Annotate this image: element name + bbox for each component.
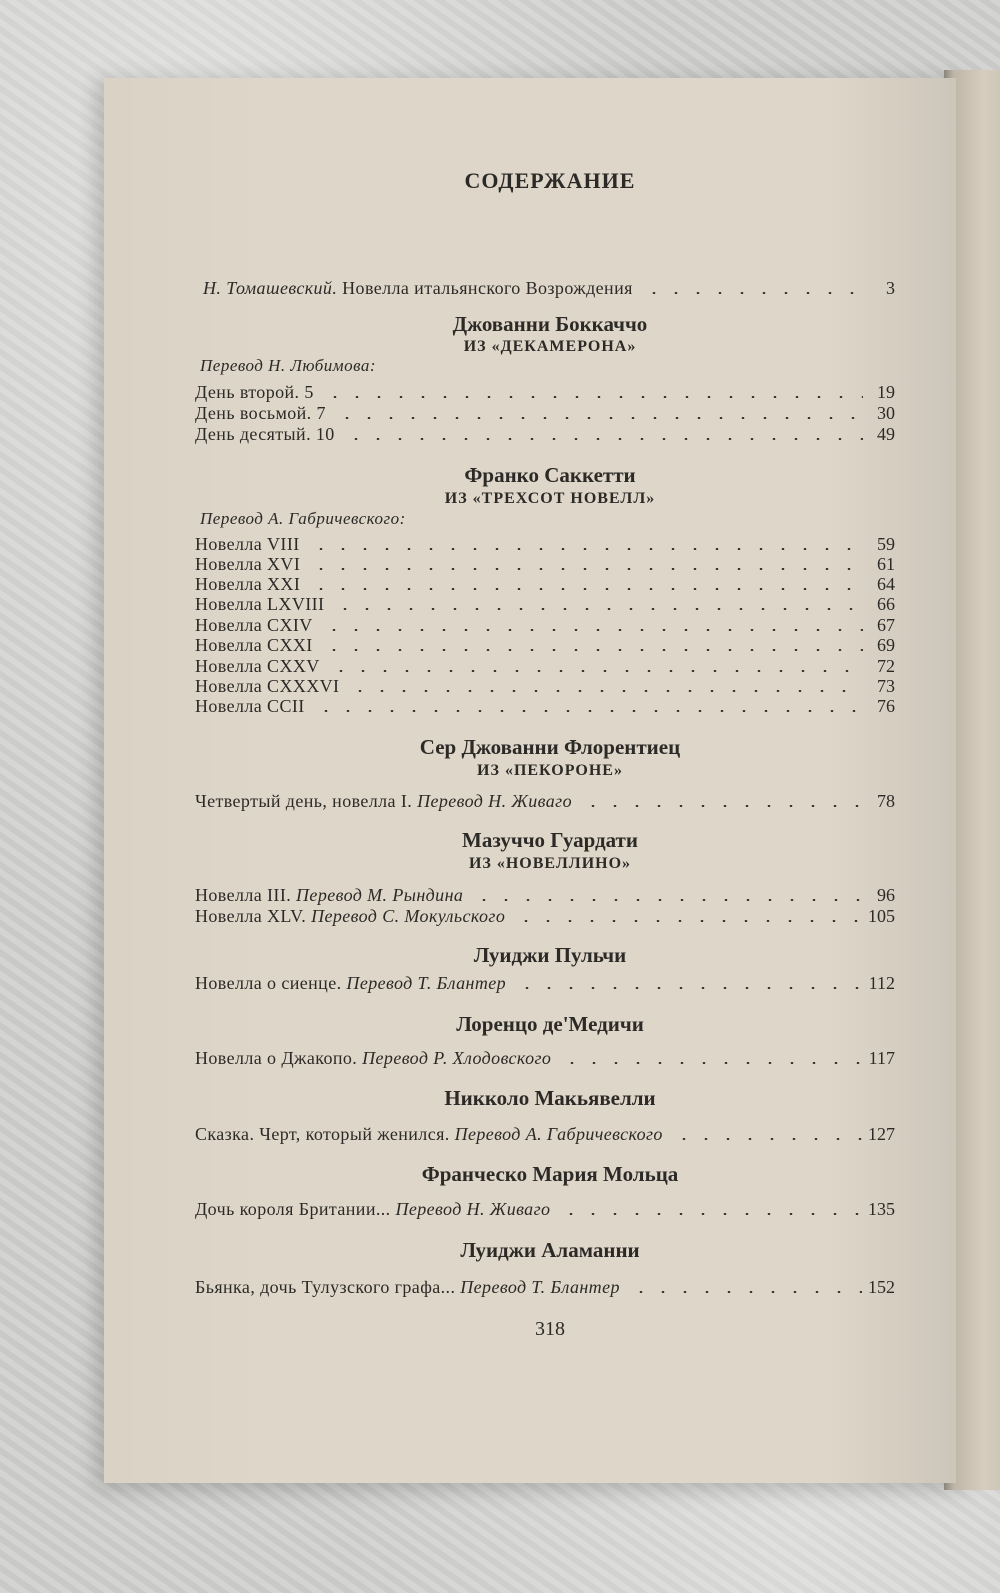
entry-translator: Перевод С. Мокульского [311, 906, 506, 926]
dot-leader [515, 920, 862, 922]
entry-title: Бьянка, дочь Тулузского графа... [195, 1277, 456, 1297]
section-author: Джованни Боккаччо [452, 312, 648, 336]
list-item [195, 402, 895, 424]
section-collection: ИЗ «ТРЕХСОТ НОВЕЛЛ» [444, 490, 656, 507]
section-translator: Перевод А. Габричевского: [200, 509, 406, 528]
dot-leader [323, 629, 863, 631]
dot-leader [473, 899, 863, 901]
entry-translator: Перевод Т. Блантер [460, 1277, 620, 1297]
section-author: Лоренцо де'Медичи [456, 1012, 644, 1036]
list-item [195, 381, 895, 403]
entry-title: Новелла VIII [195, 534, 300, 554]
page-number: 127 [868, 1124, 895, 1144]
section-collection: ИЗ «НОВЕЛЛИНО» [468, 855, 632, 872]
entry-title: Сказка. Черт, который женился. [195, 1124, 450, 1144]
list-item [195, 423, 895, 445]
entry-title: Новелла LXVIII [195, 594, 325, 614]
dot-leader [630, 1291, 862, 1293]
dot-leader [336, 417, 863, 419]
entry-title: Новелла XLV. [195, 906, 307, 926]
entry-title: Новелла о сиенце. [195, 973, 342, 993]
dot-leader [582, 805, 863, 807]
page-number: 135 [868, 1199, 895, 1219]
dot-leader [315, 710, 863, 712]
page-number: 72 [877, 656, 895, 676]
entry-title: День десятый. 10 [195, 424, 335, 444]
entry-author: Н. Томашевский. [203, 278, 338, 298]
list-item [195, 553, 895, 575]
page-folio-number: 318 [535, 1318, 565, 1340]
entry-title: Новелла итальянского Возрождения [342, 278, 633, 298]
dot-leader [643, 292, 863, 294]
page-number: 64 [877, 574, 895, 594]
entry-title: Новелла CCII [195, 696, 305, 716]
entry-translator: Перевод Т. Блантер [346, 973, 507, 993]
section-author: Мазуччо Гуардати [462, 828, 638, 852]
entry-title: Дочь короля Британии... [195, 1199, 391, 1219]
list-item [195, 634, 895, 656]
dot-leader [323, 649, 863, 651]
list-item [195, 593, 895, 615]
page-number: 61 [877, 554, 895, 574]
dot-leader [310, 548, 863, 550]
entry-title: День второй. 5 [195, 382, 314, 402]
page-title: СОДЕРЖАНИЕ [464, 168, 636, 193]
dot-leader [349, 690, 863, 692]
dot-leader [345, 438, 863, 440]
list-item [195, 614, 895, 636]
dot-leader [673, 1138, 862, 1140]
dot-leader [516, 987, 863, 989]
entry-title: Новелла CXXXVI [195, 676, 340, 696]
list-item [203, 277, 895, 299]
dot-leader [324, 396, 863, 398]
entry-title: Новелла о Джакопо. [195, 1048, 358, 1068]
section-author: Луиджи Аламанни [460, 1238, 640, 1262]
page-number: 49 [877, 424, 895, 444]
list-item [195, 884, 895, 906]
page-number: 117 [868, 1048, 895, 1068]
page-number: 78 [877, 791, 895, 811]
list-item [195, 972, 895, 994]
list-item [195, 1123, 895, 1145]
page-number: 152 [868, 1277, 895, 1297]
page-number: 76 [877, 696, 895, 716]
section-author: Сер Джованни Флорентиец [419, 735, 681, 759]
section-author: Франческо Мария Мольца [421, 1162, 679, 1186]
section-translator: Перевод Н. Любимова: [200, 356, 377, 375]
entry-title: Новелла CXXI [195, 635, 313, 655]
table-of-contents [195, 0, 905, 1593]
entry-translator: Перевод М. Рындина [296, 885, 464, 905]
page-number: 96 [877, 885, 895, 905]
page-number: 105 [868, 906, 895, 926]
dot-leader [561, 1062, 862, 1064]
dot-leader [334, 608, 863, 610]
page-number: 112 [868, 973, 895, 993]
list-item [195, 790, 895, 812]
entry-title: Новелла CXXV [195, 656, 320, 676]
dot-leader [310, 568, 863, 570]
section-collection: ИЗ «ДЕКАМЕРОНА» [463, 338, 637, 355]
page-number: 30 [877, 403, 895, 423]
entry-title: Новелла III. [195, 885, 292, 905]
dot-leader [560, 1213, 862, 1215]
entry-translator: Перевод Р. Хлодовского [362, 1048, 552, 1068]
page-number: 73 [877, 676, 895, 696]
page-number: 67 [877, 615, 895, 635]
entry-title: Новелла XXI [195, 574, 301, 594]
dot-leader [330, 670, 863, 672]
list-item [195, 675, 895, 697]
list-item [195, 655, 895, 677]
page-number: 69 [877, 635, 895, 655]
page-number: 66 [877, 594, 895, 614]
entry-translator: Перевод Н. Живаго [417, 791, 572, 811]
list-item [195, 573, 895, 595]
section-collection: ИЗ «ПЕКОРОНЕ» [477, 762, 623, 779]
dot-leader [310, 588, 863, 590]
list-item [195, 905, 895, 927]
list-item [195, 1198, 895, 1220]
page-number: 3 [886, 278, 895, 298]
list-item [195, 533, 895, 555]
entry-title: День восьмой. 7 [195, 403, 326, 423]
page-number: 59 [877, 534, 895, 554]
section-author: Луиджи Пульчи [473, 943, 627, 967]
entry-title: Новелла CXIV [195, 615, 313, 635]
list-item [195, 1047, 895, 1069]
entry-translator: Перевод А. Габричевского [454, 1124, 663, 1144]
entry-title: Четвертый день, новелла I. [195, 791, 413, 811]
entry-title: Новелла XVI [195, 554, 301, 574]
list-item [195, 1276, 895, 1298]
entry-translator: Перевод Н. Живаго [395, 1199, 551, 1219]
section-author: Никколо Макьявелли [444, 1086, 656, 1110]
section-author: Франко Саккетти [464, 463, 636, 487]
list-item [195, 695, 895, 717]
page-number: 19 [877, 382, 895, 402]
